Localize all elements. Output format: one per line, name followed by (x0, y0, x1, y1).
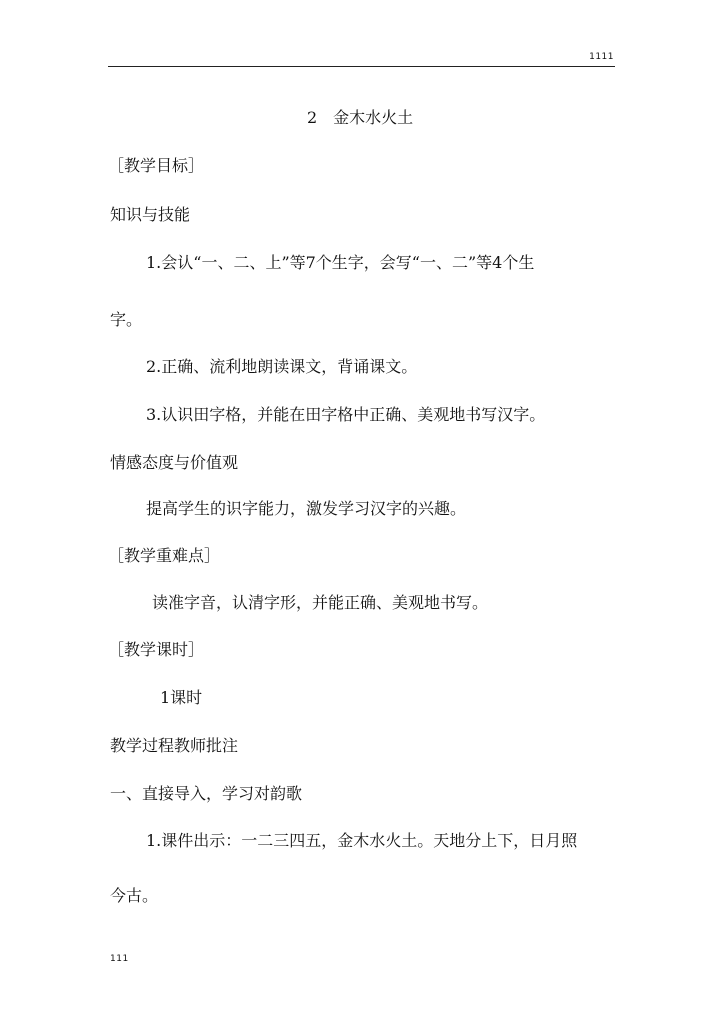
keypoints-text: 读准字音，认清字形，并能正确、美观地书写。 (152, 593, 489, 612)
emotion-text: 提高学生的识字能力，激发学习汉字的兴趣。 (146, 499, 467, 518)
footer-page-number: 111 (110, 954, 129, 964)
step1-item-1-line2: 今古。 (110, 886, 159, 905)
objective-item-1-line2: 字。 (110, 310, 143, 329)
process-heading: 教学过程教师批注 (110, 736, 239, 755)
knowledge-heading: 知识与技能 (110, 205, 191, 224)
objective-item-1-line1: 1.会认“一、二、上”等7个生字，会写“一、二”等4个生 (146, 253, 535, 272)
header-divider (108, 66, 615, 67)
hours-heading: ［教学课时］ (108, 640, 205, 659)
step1-heading: 一、直接导入，学习对韵歌 (110, 784, 303, 803)
keypoints-heading: ［教学重难点］ (108, 546, 221, 565)
emotion-heading: 情感态度与价值观 (110, 453, 239, 472)
hours-text: 1课时 (160, 688, 203, 707)
step1-item-1-line1: 1.课件出示：一二三四五，金木水火土。天地分上下，日月照 (146, 831, 578, 850)
objective-item-3: 3.认识田字格，并能在田字格中正确、美观地书写汉字。 (146, 405, 546, 424)
objectives-heading: ［教学目标］ (108, 156, 205, 175)
header-page-number: 1111 (589, 52, 614, 62)
lesson-title: 2 金木水火土 (307, 108, 414, 127)
objective-item-2: 2.正确、流利地朗读课文，背诵课文。 (146, 357, 418, 376)
